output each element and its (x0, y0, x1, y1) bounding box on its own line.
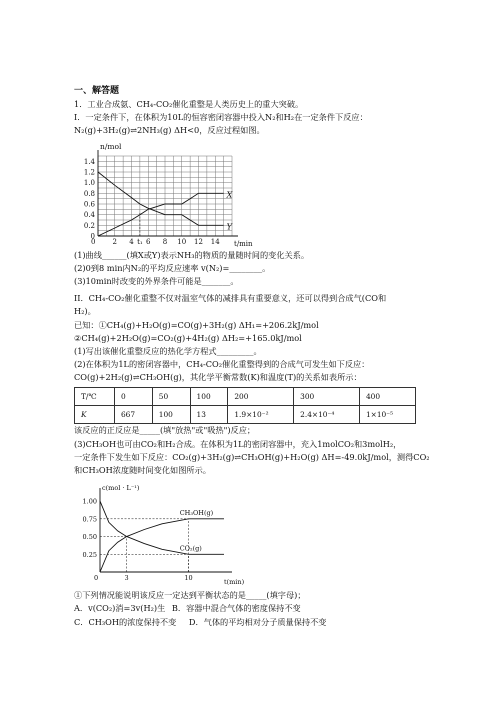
table-cell: 50 (152, 388, 190, 406)
chart2-series-label: CO₂(g) (179, 544, 202, 553)
chart1-ytick-label: 0.6 (83, 200, 95, 209)
part2-q3a: (3)CH₃OH也可由CO₂和H₂合成。在体积为1L的密闭容器中，充入1molCO₂和3molH₂， (74, 439, 402, 449)
table-cell: 300 (294, 388, 360, 406)
table-cell: 1.9×10⁻² (228, 406, 294, 424)
chart1-xtick-label: t₁ (137, 238, 143, 246)
chart1-ytick-label: 0 (90, 232, 95, 241)
part1-reaction: N₂(g)+3H₂(g)⇌2NH₃(g) ΔH<0，反应过程如图。 (74, 125, 265, 135)
methanol-chart (74, 480, 264, 588)
chart1-ytick-label: 1.0 (83, 179, 95, 188)
chart2-xlabel: t(min) (224, 578, 245, 586)
part2-intro-1: II．CH₄-CO₂催化重整不仅对温室气体的减排具有重要意义，还可以得到合成气(CO和 (74, 293, 387, 303)
part2-sub1: ①下列情况能说明该反应一定达到平衡状态的是_____(填字母)； (74, 590, 306, 600)
part1-q3: (3)10min时改变的外界条件可能是_______。 (74, 276, 239, 286)
ammonia-chart (74, 138, 274, 250)
chart1-xtick-label: 6 (146, 238, 151, 246)
chart1-xtick-label: 10 (177, 238, 187, 246)
chart1-xlabel: t/min (234, 240, 253, 248)
chart2-xtick-label: 3 (124, 574, 129, 582)
part1-q1: (1)曲线______(填X或Y)表示NH₃的物质的量随时间的变化关系。 (74, 250, 310, 260)
chart1-series-label: Y (226, 222, 232, 232)
part1-intro: I．一定条件下，在体积为10L的恒容密闭容器中投入N₂和H₂在一定条件下反应： (74, 112, 368, 122)
part2-q2b: CO(g)+2H₂(g)⇌CH₃OH(g)，其化学平衡常数(K)和温度(T)的关系如表所示： (74, 372, 362, 382)
chart1-ytick-label: 0.4 (83, 211, 95, 220)
chart1-xtick-label: 2 (112, 238, 117, 246)
chart1-xtick-label: 8 (162, 238, 168, 246)
chart1-xtick-label: 14 (210, 238, 220, 246)
chart2-ytick-label: 1.00 (82, 497, 97, 506)
table-cell: 1×10⁻⁵ (359, 406, 415, 424)
chart1-ylabel: n/mol (100, 142, 122, 151)
part2-q2a: (2)在体积为1L的密闭容器中，CH₄-CO₂催化重整得到的合成气可发生如下反应： (74, 359, 370, 369)
table-cell: 100 (152, 406, 190, 424)
chart1-ytick-label: 1.4 (83, 157, 95, 166)
chart2-ylabel: c(mol · L⁻¹) (102, 484, 140, 492)
section-heading: 一、解答题 (74, 86, 120, 96)
table-header-cell: T/℃ (75, 388, 115, 406)
part2-q3c: 和CH₃OH浓度随时间变化如图所示。 (74, 465, 211, 475)
part2-intro-2: H₂)。 (74, 306, 96, 316)
chart2-xtick-label: 10 (184, 574, 193, 582)
chart2-origin-label: 0 (94, 574, 99, 582)
option-c-text: C．CH₃OH的浓度保持不变 (74, 617, 177, 627)
option-d-text: D．气体的平均相对分子质量保持不变 (188, 617, 327, 627)
question-stem: 1．工业合成氨、CH₄-CO₂催化重整是人类历史上的重大突破。 (74, 99, 304, 109)
chart1-xtick-label: 4 (129, 238, 134, 246)
chart1-ytick-label: 0.2 (83, 221, 95, 230)
chart2-series-label: CH₃OH(g) (179, 508, 214, 517)
option-b-text: B．容器中混合气体的密度保持不变 (171, 603, 301, 613)
table-cell: 2.4×10⁻⁴ (294, 406, 360, 424)
chart2-ytick-label: 0.25 (82, 550, 97, 559)
known-reaction-2: ②CH₄(g)+2H₂O(g)=CO₂(g)+4H₂(g) ΔH₂=+165.0kJ/mol (74, 333, 302, 343)
part2-after-table: 该反应的正反应是_____(填"放热"或"吸热")反应； (74, 425, 256, 435)
chart1-series-label: X (226, 190, 233, 200)
equilibrium-constant-table (74, 387, 416, 424)
chart1-origin-label: 0 (91, 238, 96, 246)
chart1-xtick-label: 12 (194, 238, 203, 246)
chart2-ytick-label: 0.75 (82, 515, 97, 524)
table-cell: 100 (190, 388, 228, 406)
chart2-series-line (100, 519, 224, 572)
table-cell: 0 (114, 388, 152, 406)
table-header-cell: K (75, 406, 115, 424)
chart2-ytick-label: 0.50 (82, 533, 97, 542)
known-reaction-1: 已知：①CH₄(g)+H₂O(g)=CO(g)+3H₂(g) ΔH₁=+206.2kJ/mol (74, 320, 319, 330)
option-c (74, 617, 426, 628)
chart1-ytick-label: 1.2 (83, 168, 95, 177)
table-cell: 13 (190, 406, 228, 424)
part2-q3b: 一定条件下发生如下反应：CO₂(g)+3H₂(g)⇌CH₃OH(g)+H₂O(g) ΔH=-49.0kJ/mol，测得CO₂ (74, 452, 430, 462)
table-cell: 200 (228, 388, 294, 406)
table-row (75, 406, 416, 424)
part2-q1: (1)写出该催化重整反应的热化学方程式_________。 (74, 346, 262, 356)
table-cell: 667 (114, 406, 152, 424)
table-row (75, 388, 416, 406)
option-a (74, 603, 426, 614)
table-cell: 400 (359, 388, 415, 406)
option-a-text: A．v(CO₂)消=3v(H₂)生 (74, 603, 166, 613)
chart1-ytick-label: 0.8 (83, 189, 95, 198)
part1-q2: (2)0到8 min内N₂的平均反应速率 v(N₂)=________。 (74, 263, 271, 273)
